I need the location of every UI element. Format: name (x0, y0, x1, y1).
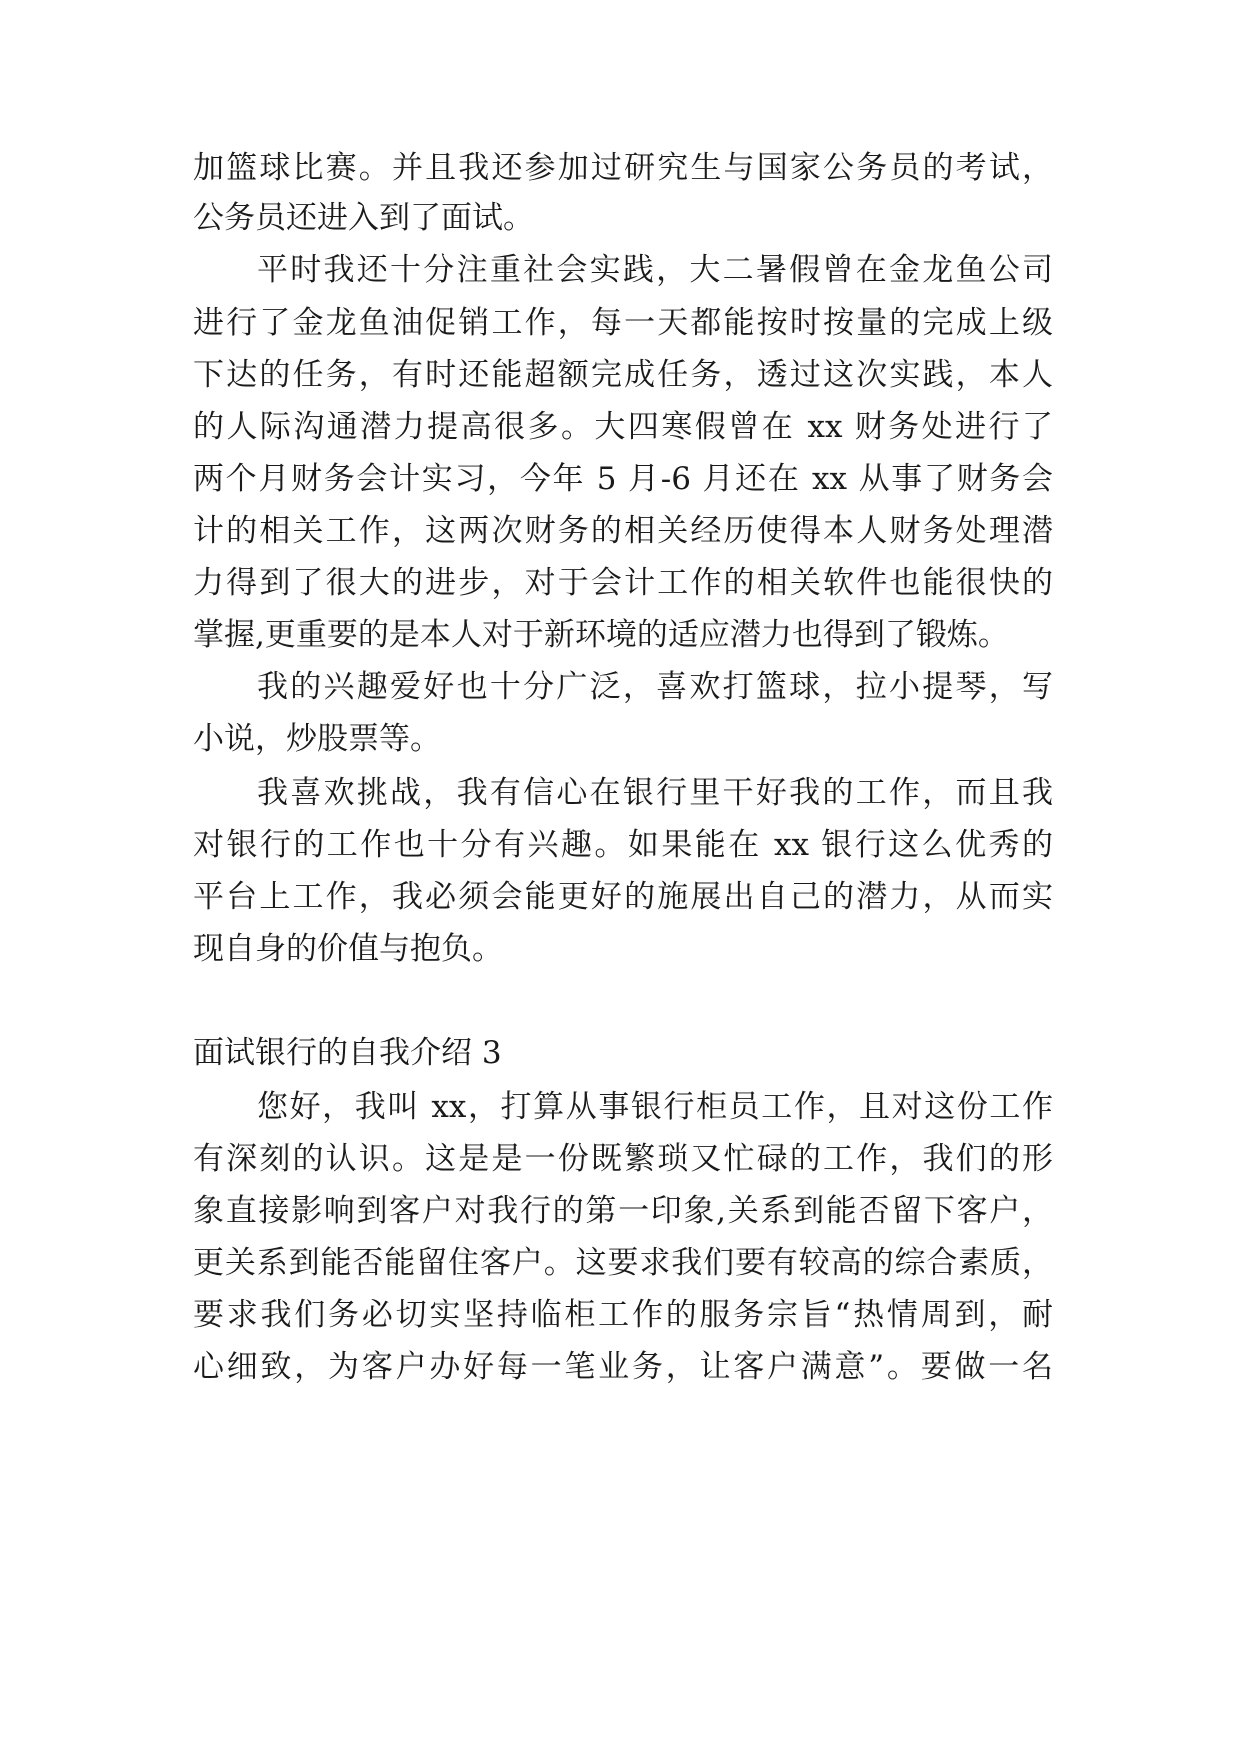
paragraph-3-line-2: 小说，炒股票等。 (193, 721, 441, 757)
paragraph-1-line-1: 加篮球比赛。并且我还参加过研究生与国家公务员的考试， (193, 150, 1053, 186)
paragraph-2-line-4: 的人际沟通潜力提高很多。大四寒假曾在 xx 财务处进行了 (193, 409, 1053, 445)
paragraph-2-line-1: 平时我还十分注重社会实践，大二暑假曾在金龙鱼公司 (257, 252, 1053, 288)
paragraph-4-line-4: 现自身的价值与抱负。 (193, 931, 503, 967)
section-heading: 面试银行的自我介绍 3 (193, 1035, 502, 1071)
paragraph-3-line-1: 我的兴趣爱好也十分广泛，喜欢打篮球，拉小提琴，写 (257, 669, 1053, 705)
paragraph-5-line-1: 您好，我叫 xx，打算从事银行柜员工作，且对这份工作 (257, 1089, 1053, 1125)
paragraph-2-line-8: 掌握,更重要的是本人对于新环境的适应潜力也得到了锻炼。 (193, 617, 1009, 653)
paragraph-4-line-2: 对银行的工作也十分有兴趣。如果能在 xx 银行这么优秀的 (193, 827, 1053, 863)
paragraph-4-line-3: 平台上工作，我必须会能更好的施展出自己的潜力，从而实 (193, 879, 1053, 915)
paragraph-2-line-6: 计的相关工作，这两次财务的相关经历使得本人财务处理潜 (193, 513, 1053, 549)
paragraph-5-line-2: 有深刻的认识。这是是一份既繁琐又忙碌的工作，我们的形 (193, 1141, 1053, 1177)
paragraph-2-line-2: 进行了金龙鱼油促销工作，每一天都能按时按量的完成上级 (193, 305, 1053, 341)
paragraph-2-line-3: 下达的任务，有时还能超额完成任务，透过这次实践，本人 (193, 357, 1053, 393)
paragraph-5-line-3: 象直接影响到客户对我行的第一印象,关系到能否留下客户， (193, 1193, 1053, 1229)
paragraph-1-line-2: 公务员还进入到了面试。 (193, 200, 534, 236)
paragraph-5-line-4: 更关系到能否能留住客户。这要求我们要有较高的综合素质， (193, 1245, 1053, 1281)
paragraph-4-line-1: 我喜欢挑战，我有信心在银行里干好我的工作，而且我 (257, 775, 1053, 811)
paragraph-5-line-5: 要求我们务必切实坚持临柜工作的服务宗旨“热情周到，耐 (193, 1297, 1053, 1333)
paragraph-2-line-5: 两个月财务会计实习，今年 5 月-6 月还在 xx 从事了财务会 (193, 461, 1053, 497)
paragraph-5-line-6: 心细致，为客户办好每一笔业务，让客户满意”。要做一名 (193, 1349, 1053, 1385)
paragraph-2-line-7: 力得到了很大的进步，对于会计工作的相关软件也能很快的 (193, 565, 1053, 601)
